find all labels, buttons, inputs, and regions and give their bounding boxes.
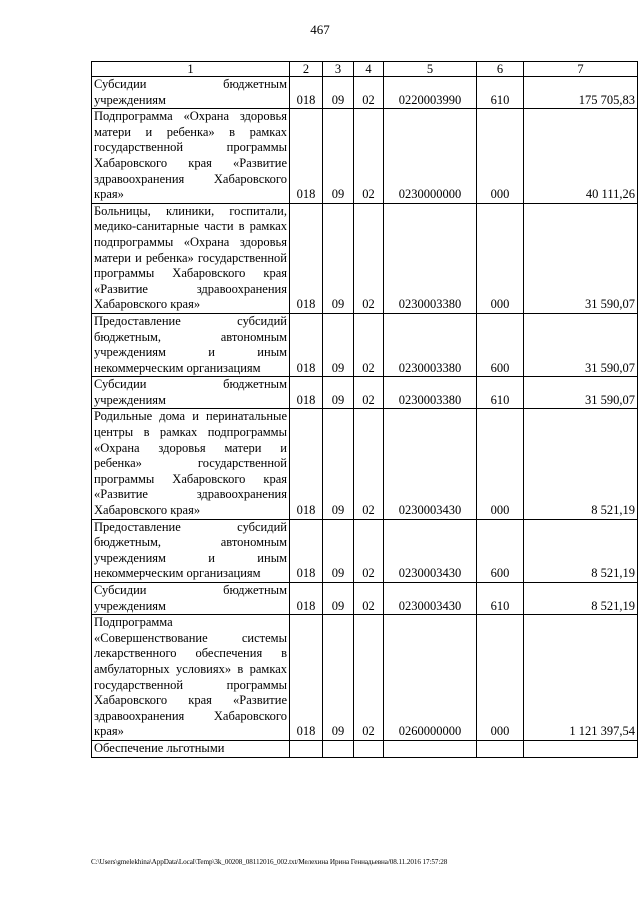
row-name-cell: Субсидии бюджетным учреждениям (92, 377, 290, 409)
row-cell-c2: 018 (290, 77, 323, 109)
row-cell-c5: 0230000000 (384, 109, 477, 204)
row-name-cell: Подпрограмма «Совершенствование системы лекарственного обеспечения в амбулаторных условиях» в рамках государственной программы Хабаровского края «Развитие здравоохранения Хабаровского края» (92, 615, 290, 741)
row-cell-c6: 000 (477, 409, 524, 519)
row-cell-c3: 09 (323, 409, 354, 519)
row-cell-c5: 0230003380 (384, 313, 477, 376)
row-cell-c5: 0260000000 (384, 615, 477, 741)
row-cell-c3: 09 (323, 377, 354, 409)
row-cell-c6 (477, 740, 524, 757)
row-cell-c3: 09 (323, 109, 354, 204)
row-cell-c4: 02 (354, 519, 384, 582)
table-row (92, 77, 638, 109)
row-cell-c6: 600 (477, 313, 524, 376)
row-cell-c2: 018 (290, 519, 323, 582)
column-header: 1 (92, 62, 290, 77)
table-row (92, 583, 638, 615)
row-cell-c4: 02 (354, 203, 384, 313)
row-cell-c3: 09 (323, 583, 354, 615)
row-cell-c6: 000 (477, 615, 524, 741)
row-cell-c7: 8 521,19 (524, 519, 638, 582)
row-cell-c7: 175 705,83 (524, 77, 638, 109)
row-cell-c4 (354, 740, 384, 757)
row-cell-c5: 0230003430 (384, 409, 477, 519)
column-header: 7 (524, 62, 638, 77)
row-cell-c3: 09 (323, 77, 354, 109)
table-row (92, 313, 638, 376)
table-row (92, 203, 638, 313)
column-header: 5 (384, 62, 477, 77)
row-cell-c4: 02 (354, 409, 384, 519)
row-cell-c7: 31 590,07 (524, 377, 638, 409)
budget-table (91, 61, 638, 758)
row-cell-c7: 40 111,26 (524, 109, 638, 204)
row-cell-c7: 31 590,07 (524, 313, 638, 376)
table-row (92, 519, 638, 582)
row-cell-c5: 0230003430 (384, 583, 477, 615)
row-cell-c3: 09 (323, 313, 354, 376)
row-cell-c6: 000 (477, 203, 524, 313)
column-header: 3 (323, 62, 354, 77)
row-name-cell: Обеспечение льготными (92, 740, 290, 757)
row-cell-c5: 0220003990 (384, 77, 477, 109)
row-cell-c6: 610 (477, 377, 524, 409)
column-header: 2 (290, 62, 323, 77)
row-cell-c5: 0230003380 (384, 203, 477, 313)
row-name-cell: Субсидии бюджетным учреждениям (92, 77, 290, 109)
row-cell-c6: 610 (477, 583, 524, 615)
row-name-cell: Больницы, клиники, госпитали, медико-санитарные части в рамках подпрограммы «Охрана здоровья матери и ребенка» государственной программы Хабаровского края «Развитие здравоохранения Хабаровского края» (92, 203, 290, 313)
row-cell-c7: 8 521,19 (524, 583, 638, 615)
table-header-row (92, 62, 638, 77)
row-cell-c2: 018 (290, 615, 323, 741)
row-cell-c3: 09 (323, 203, 354, 313)
table-row (92, 615, 638, 741)
page-number: 467 (310, 22, 330, 37)
row-name-cell: Подпрограмма «Охрана здоровья матери и ребенка» в рамках государственной программы Хабаровского края «Развитие здравоохранения Хабаровского края» (92, 109, 290, 204)
row-cell-c4: 02 (354, 77, 384, 109)
table-row (92, 377, 638, 409)
table-row (92, 740, 638, 757)
row-cell-c2: 018 (290, 203, 323, 313)
table-row (92, 409, 638, 519)
row-cell-c4: 02 (354, 109, 384, 204)
row-cell-c7: 8 521,19 (524, 409, 638, 519)
row-cell-c3 (323, 740, 354, 757)
row-cell-c4: 02 (354, 583, 384, 615)
row-cell-c7: 1 121 397,54 (524, 615, 638, 741)
row-cell-c6: 600 (477, 519, 524, 582)
row-cell-c4: 02 (354, 377, 384, 409)
row-cell-c2 (290, 740, 323, 757)
row-cell-c3: 09 (323, 615, 354, 741)
row-cell-c2: 018 (290, 409, 323, 519)
row-cell-c5 (384, 740, 477, 757)
row-cell-c2: 018 (290, 109, 323, 204)
row-cell-c6: 000 (477, 109, 524, 204)
row-cell-c6: 610 (477, 77, 524, 109)
row-name-cell: Предоставление субсидий бюджетным, автономным учреждениям и иным некоммерческим организациям (92, 313, 290, 376)
row-cell-c7: 31 590,07 (524, 203, 638, 313)
row-cell-c5: 0230003380 (384, 377, 477, 409)
row-cell-c2: 018 (290, 377, 323, 409)
row-cell-c5: 0230003430 (384, 519, 477, 582)
row-cell-c7 (524, 740, 638, 757)
row-name-cell: Субсидии бюджетным учреждениям (92, 583, 290, 615)
row-cell-c3: 09 (323, 519, 354, 582)
row-name-cell: Предоставление субсидий бюджетным, автономным учреждениям и иным некоммерческим организациям (92, 519, 290, 582)
table-row (92, 109, 638, 204)
row-cell-c4: 02 (354, 615, 384, 741)
row-cell-c4: 02 (354, 313, 384, 376)
footer-file-path: C:\Users\gmelekhina\AppData\Local\Temp\3k_00208_08112016_002.txt/Мелехина Ирина Геннадьевна/08.11.2016 17:57:28 (91, 858, 448, 866)
row-cell-c2: 018 (290, 583, 323, 615)
row-cell-c2: 018 (290, 313, 323, 376)
column-header: 6 (477, 62, 524, 77)
column-header: 4 (354, 62, 384, 77)
row-name-cell: Родильные дома и перинатальные центры в рамках подпрограммы «Охрана здоровья матери и ребенка» государственной программы Хабаровского края «Развитие здравоохранения Хабаровского края» (92, 409, 290, 519)
